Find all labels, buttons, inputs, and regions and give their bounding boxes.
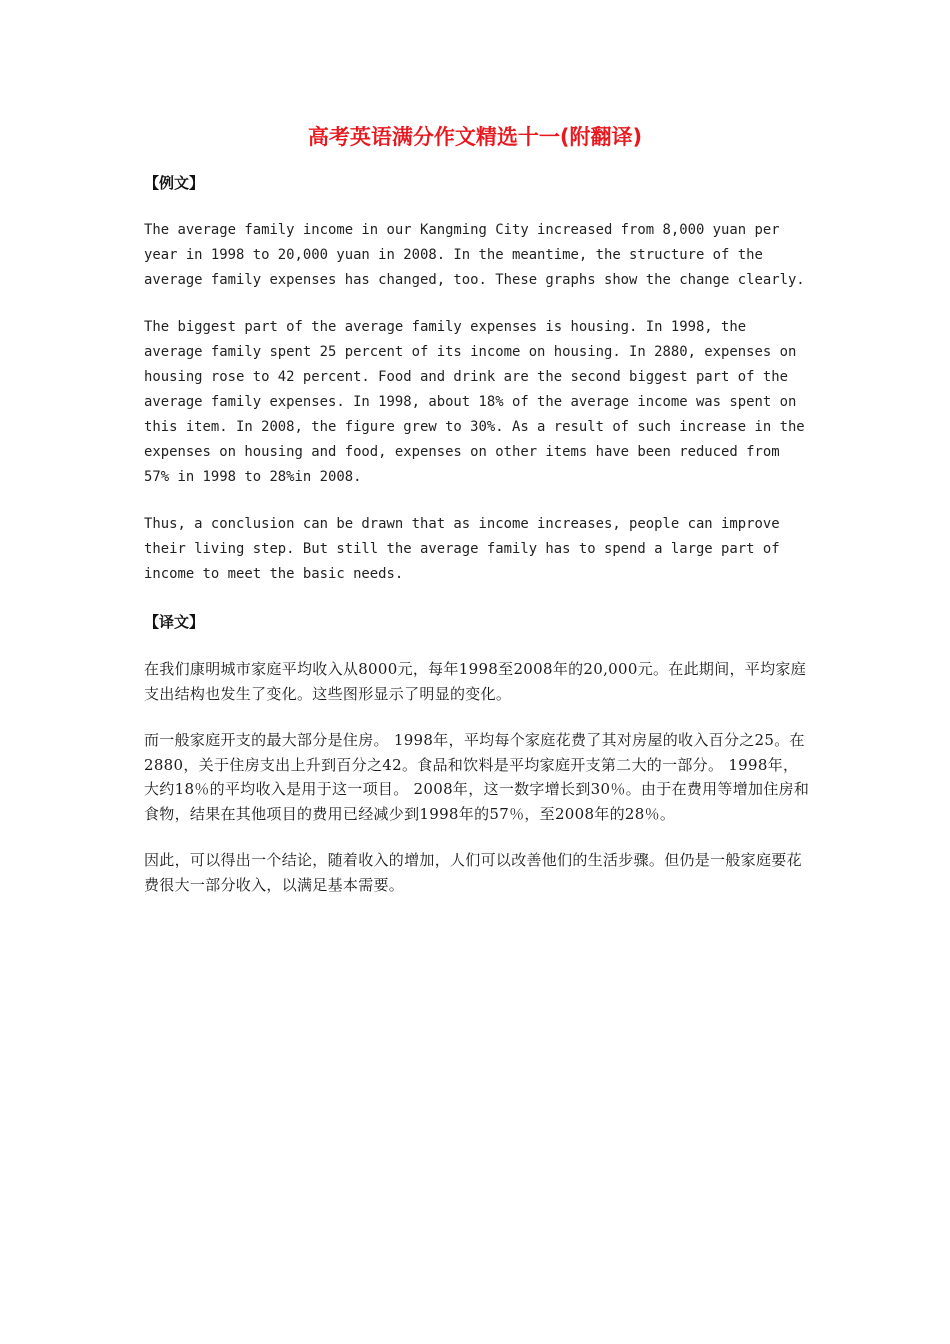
document-title: 高考英语满分作文精选十一(附翻译) xyxy=(307,125,643,149)
translation-paragraph-3: 因此，可以得出一个结论，随着收入的增加，人们可以改善他们的生活步骤。但仍是一般家庭要花费很大一部分收入，以满足基本需要。 xyxy=(144,851,802,894)
translation-heading: 【译文】 xyxy=(144,613,205,631)
sample-paragraph-2: The biggest part of the average family expenses is housing. In 1998, the average family spent 25 percent of its income on housing. In 2880, expenses on housing rose to 42 percent. Food and drink are the second biggest part of the average family expenses. In 1998, about 18% of the average income was spent on this item. In 2008, the figure grew to 30%. As a result of such increase in the expenses on housing and food, expenses on other items have been reduced from 57% in 1998 to 28%in 2008. xyxy=(144,319,805,485)
document-body xyxy=(144,170,810,897)
sample-essay-heading: 【例文】 xyxy=(144,174,205,192)
translation-paragraph-1: 在我们康明城市家庭平均收入从8000元，每年1998至2008年的20,000元。在此期间，平均家庭支出结构也发生了变化。这些图形显示了明显的变化。 xyxy=(144,660,807,703)
sample-paragraph-1: The average family income in our Kangming City increased from 8,000 yuan per year in 1998 to 20,000 yuan in 2008. In the meantime, the structure of the average family expenses has changed, too. These graphs show the change clearly. xyxy=(144,222,805,288)
translation-paragraph-2: 而一般家庭开支的最大部分是住房。 1998年，平均每个家庭花费了其对房屋的收入百分之25。在2880，关于住房支出上升到百分之42。食品和饮料是平均家庭开支第二大的一部分。 1998年，大约18％的平均收入是用于这一项目。 2008年，这一数字增长到30％。由于在费用等增加住房和食物，结果在其他项目的费用已经减少到1998年的57％，至2008年的28％。 xyxy=(144,731,810,823)
sample-paragraph-3: Thus, a conclusion can be drawn that as income increases, people can improve their living step. But still the average family has to spend a large part of income to meet the basic needs. xyxy=(144,516,780,582)
